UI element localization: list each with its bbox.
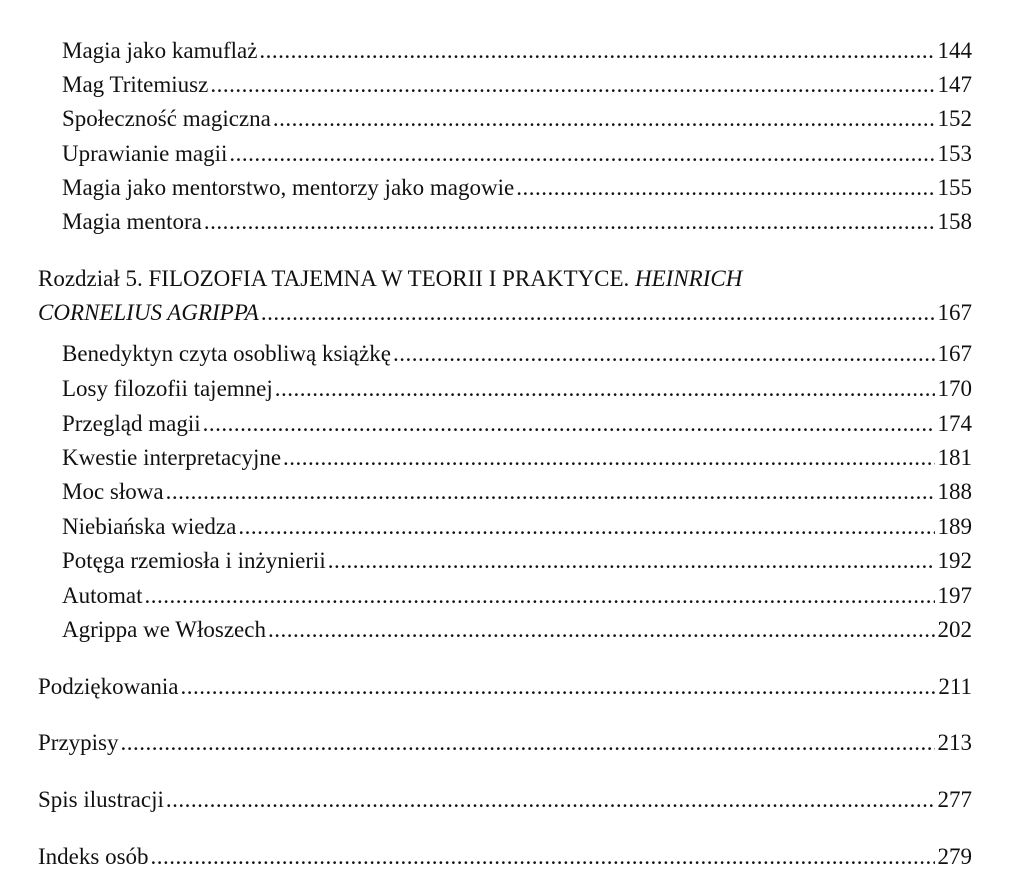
toc-entry	[0, 337, 1024, 371]
toc-leader-dots	[203, 407, 935, 441]
chapter-heading-line2	[0, 296, 1024, 330]
toc-entry	[0, 613, 1024, 647]
toc-entry	[0, 475, 1024, 509]
toc-entry-title: Spis ilustracji	[38, 787, 164, 812]
toc-entry-title: Podziękowania	[38, 674, 179, 699]
toc-entry	[0, 840, 1024, 874]
toc-leader-dots	[393, 337, 935, 371]
toc-row	[62, 171, 972, 205]
toc-row	[62, 34, 972, 68]
toc-leader-dots	[516, 171, 934, 205]
toc-leader-dots	[204, 205, 935, 239]
toc-leader-dots	[166, 475, 935, 509]
toc-entry-title: Potęga rzemiosła i inżynierii	[62, 548, 326, 573]
toc-entry-title: Agrippa we Włoszech	[62, 617, 266, 642]
toc-entry	[0, 102, 1024, 136]
toc-entry-page: 279	[937, 844, 972, 869]
toc-leader-dots	[145, 579, 935, 613]
toc-entry-title: Przegląd magii	[62, 411, 201, 436]
toc-entry-page: 189	[937, 514, 972, 539]
toc-entry-title: Magia jako mentorstwo, mentorzy jako magowie	[62, 175, 515, 200]
toc-entry-page: 153	[937, 141, 972, 166]
toc-entry-title: Moc słowa	[62, 479, 164, 504]
toc-leader-dots	[238, 510, 934, 544]
toc-entry-page: 188	[937, 479, 972, 504]
toc-entry-page: 192	[937, 548, 972, 573]
toc-entry-page: 170	[937, 376, 972, 401]
toc-entry	[0, 205, 1024, 239]
toc-row	[62, 544, 972, 578]
toc-entry-title: Mag Tritemiusz	[62, 72, 209, 97]
toc-row	[62, 102, 972, 136]
toc-entry	[0, 670, 1024, 704]
toc-entry	[0, 407, 1024, 441]
toc-entry	[0, 544, 1024, 578]
toc-leader-dots	[328, 544, 935, 578]
toc-leader-dots	[210, 68, 934, 102]
toc-leader-dots	[261, 296, 935, 330]
toc-entry-title: Niebiańska wiedza	[62, 514, 237, 539]
toc-entry	[0, 783, 1024, 817]
chapter-heading-line1	[38, 262, 972, 296]
toc-entry-page: 197	[937, 583, 972, 608]
toc-entry-title: Społeczność magiczna	[62, 106, 271, 131]
toc-entry-page: 213	[937, 730, 972, 755]
toc-entry-title: Magia jako kamuflaż	[62, 38, 258, 63]
toc-entry-title: Uprawianie magii	[62, 141, 228, 166]
toc-row	[38, 296, 972, 330]
chapter-heading-italic-2: CORNELIUS AGRIPPA	[38, 300, 259, 325]
toc-row	[62, 137, 972, 171]
toc-row	[62, 407, 972, 441]
toc-leader-dots	[259, 34, 934, 68]
toc-row	[38, 783, 972, 817]
toc-entry	[0, 726, 1024, 760]
toc-entry-page: 202	[937, 617, 972, 642]
toc-leader-dots	[166, 783, 935, 817]
toc-leader-dots	[121, 726, 935, 760]
toc-row	[62, 441, 972, 475]
toc-row	[62, 475, 972, 509]
toc-entry-title: Indeks osób	[38, 844, 149, 869]
toc-entry-page: 181	[937, 445, 972, 470]
toc-row	[38, 726, 972, 760]
toc-entry-page: 167	[937, 341, 972, 366]
toc-leader-dots	[229, 137, 934, 171]
toc-entry-title: Przypisy	[38, 730, 119, 755]
toc-leader-dots	[283, 441, 934, 475]
toc-entry-title: Losy filozofii tajemnej	[62, 376, 273, 401]
toc-row	[62, 337, 972, 371]
toc-leader-dots	[151, 840, 935, 874]
toc-leader-dots	[275, 372, 935, 406]
chapter-heading-italic-1: HEINRICH	[635, 266, 743, 291]
toc-entry-page: 174	[937, 411, 972, 436]
toc-row	[62, 613, 972, 647]
toc-entry-page: 144	[937, 38, 972, 63]
toc-entry-page: 158	[937, 209, 972, 234]
toc-entry-page: 155	[937, 175, 972, 200]
toc-leader-dots	[181, 670, 936, 704]
toc-row	[62, 579, 972, 613]
toc-entry	[0, 171, 1024, 205]
toc-entry	[0, 137, 1024, 171]
toc-entry	[0, 510, 1024, 544]
toc-row	[62, 372, 972, 406]
toc-entry-page: 152	[937, 106, 972, 131]
toc-entry-page: 277	[937, 787, 972, 812]
toc-entry-page: 147	[937, 72, 972, 97]
toc-row	[62, 205, 972, 239]
toc-entry	[0, 372, 1024, 406]
toc-row	[38, 840, 972, 874]
toc-entry-title: Benedyktyn czyta osobliwą książkę	[62, 341, 391, 366]
toc-entry-title: Kwestie interpretacyjne	[62, 445, 282, 470]
toc-entry	[0, 579, 1024, 613]
toc-entry	[0, 441, 1024, 475]
toc-row	[62, 510, 972, 544]
toc-leader-dots	[273, 102, 935, 136]
chapter-heading-prefix: Rozdział 5. FILOZOFIA TAJEMNA W TEORII I PRAKTYCE.	[38, 266, 630, 291]
toc-entry	[0, 68, 1024, 102]
toc-entry-page: 211	[938, 674, 972, 699]
toc-leader-dots	[268, 613, 935, 647]
toc-entry	[0, 34, 1024, 68]
chapter-heading-page: 167	[937, 300, 972, 325]
toc-entry-title: Automat	[62, 583, 143, 608]
toc-row	[38, 670, 972, 704]
toc-entry-title: Magia mentora	[62, 209, 202, 234]
toc-row	[62, 68, 972, 102]
